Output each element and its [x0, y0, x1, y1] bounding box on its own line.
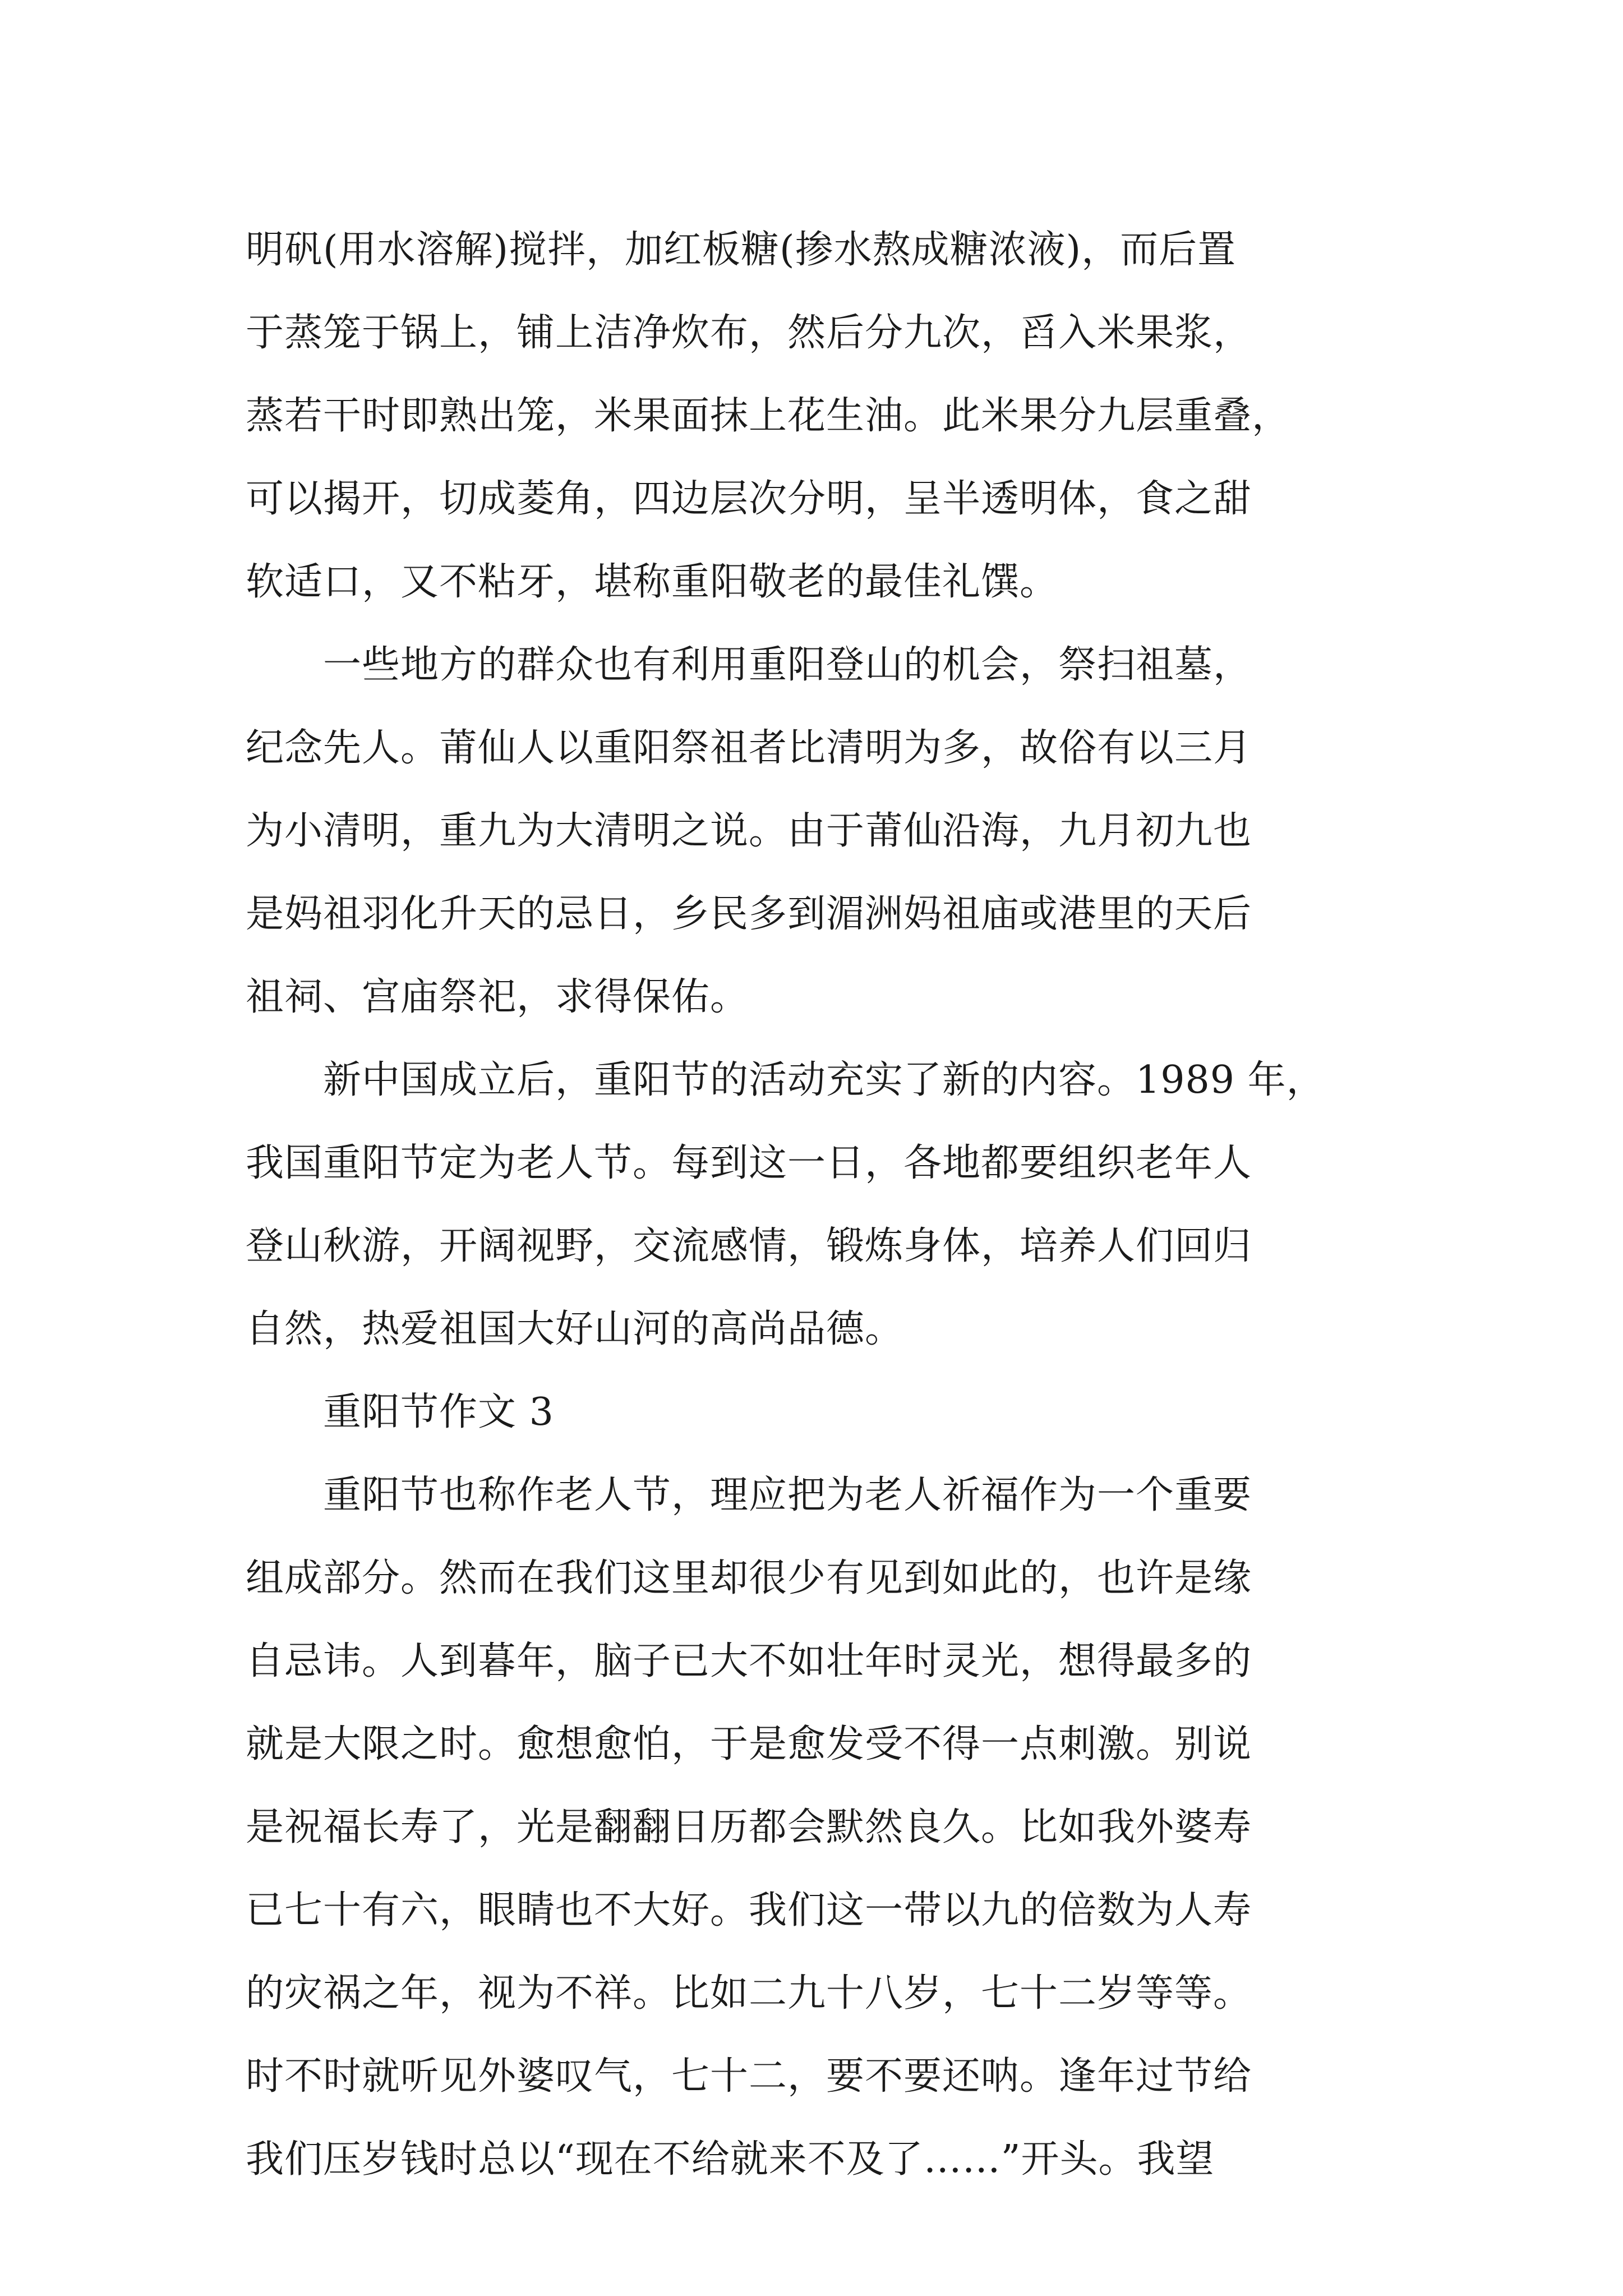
text-line: 软适口，又不粘牙，堪称重阳敬老的最佳礼馔。 — [246, 560, 1059, 604]
text-line: 为小清明，重九为大清明之说。由于莆仙沿海，九月初九也 — [246, 809, 1252, 853]
text-line: 明矾(用水溶解)搅拌，加红板糖(掺水熬成糖浓液)，而后置 — [246, 228, 1237, 272]
text-line: 自然，热爱祖国大好山河的高尚品德。 — [246, 1307, 904, 1351]
text-line: 一些地方的群众也有利用重阳登山的机会，祭扫祖墓， — [246, 643, 1252, 687]
text-line: 重阳节也称作老人节，理应把为老人祈福作为一个重要 — [246, 1473, 1252, 1517]
text-line: 已七十有六，眼睛也不大好。我们这一带以九的倍数为人寿 — [246, 1888, 1252, 1932]
text-line: 祖祠、宫庙祭祀，求得保佑。 — [246, 975, 749, 1019]
text-line: 于蒸笼于锅上，铺上洁净炊布，然后分九次，舀入米果浆， — [246, 311, 1252, 355]
text-line: 是祝福长寿了，光是翻翻日历都会默然良久。比如我外婆寿 — [246, 1805, 1252, 1849]
text-line: 就是大限之时。愈想愈怕，于是愈发受不得一点刺激。别说 — [246, 1722, 1252, 1766]
text-line: 纪念先人。莆仙人以重阳祭祖者比清明为多，故俗有以三月 — [246, 726, 1252, 770]
text-line: 是妈祖羽化升天的忌日，乡民多到湄洲妈祖庙或港里的天后 — [246, 892, 1252, 936]
text-line: 我国重阳节定为老人节。每到这一日，各地都要组织老年人 — [246, 1141, 1252, 1185]
document-body — [246, 209, 1378, 2201]
text-line: 新中国成立后，重阳节的活动充实了新的内容。1989 年， — [246, 1058, 1325, 1102]
text-line: 可以揭开，切成菱角，四边层次分明，呈半透明体，食之甜 — [246, 477, 1252, 521]
text-line: 自忌讳。人到暮年，脑子已大不如壮年时灵光，想得最多的 — [246, 1639, 1252, 1683]
text-line: 我们压岁钱时总以“现在不给就来不及了……”开头。我望 — [246, 2137, 1215, 2182]
text-line: 蒸若干时即熟出笼，米果面抹上花生油。此米果分九层重叠， — [246, 394, 1291, 438]
text-line: 组成部分。然而在我们这里却很少有见到如此的，也许是缘 — [246, 1556, 1252, 1600]
section-heading: 重阳节作文 3 — [246, 1390, 554, 1434]
text-line: 的灾祸之年，视为不祥。比如二九十八岁，七十二岁等等。 — [246, 1971, 1252, 2016]
text-line: 时不时就听见外婆叹气，七十二，要不要还呐。逢年过节给 — [246, 2054, 1252, 2099]
text-line: 登山秋游，开阔视野，交流感情，锻炼身体，培养人们回归 — [246, 1224, 1252, 1268]
